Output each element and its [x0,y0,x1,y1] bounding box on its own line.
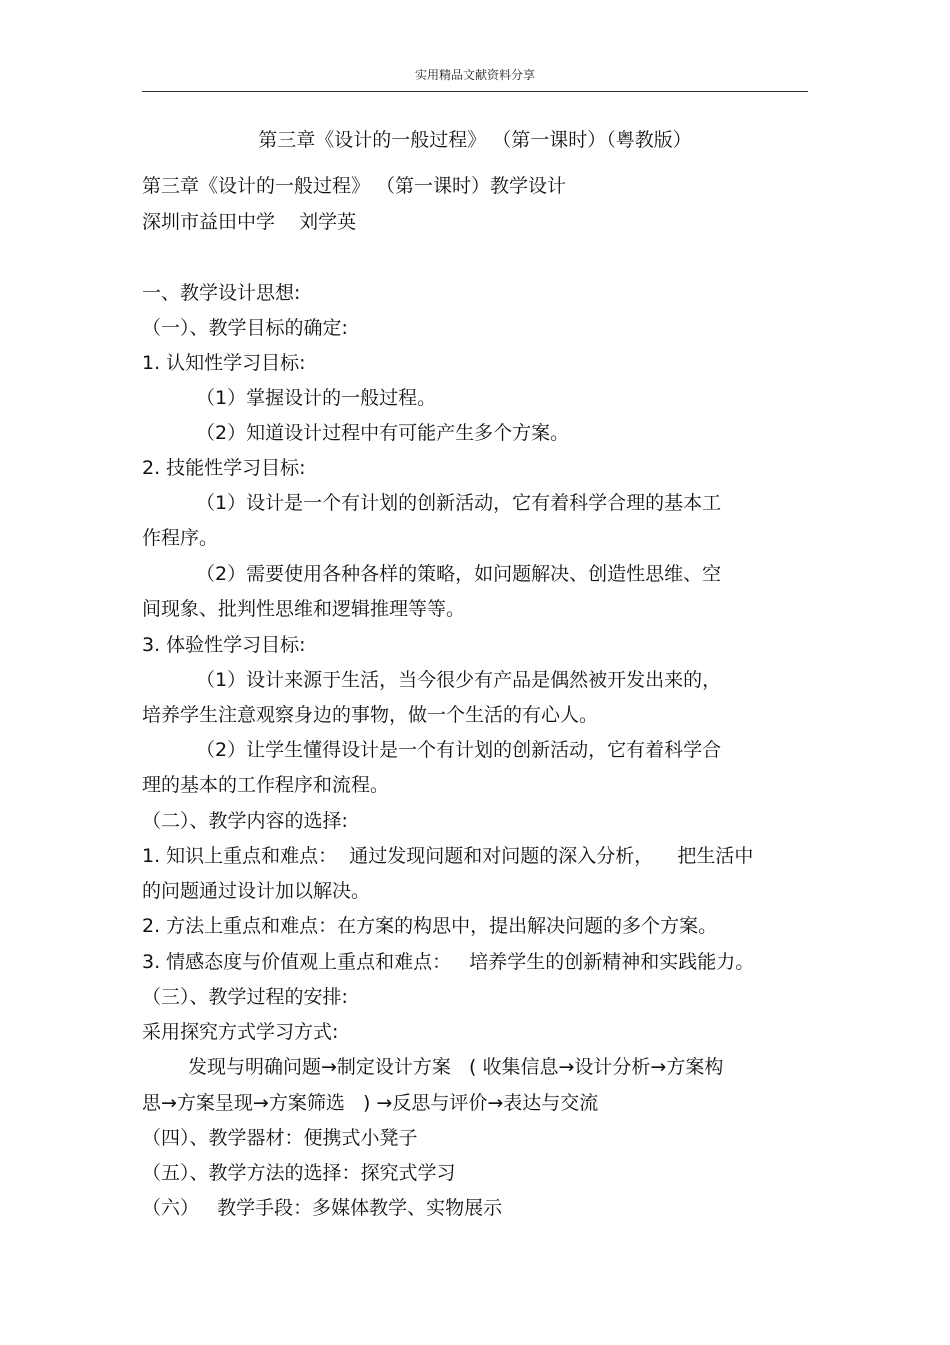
text-line: （1）掌握设计的一般过程。 [196,387,437,409]
section-heading: 一、教学设计思想: [142,282,301,304]
running-header: 实用精品文献资料分享 [414,68,535,82]
header-rule [142,91,808,92]
subsection-heading: （二）、教学内容的选择: [142,810,348,832]
text-line: 1. 知识上重点和难点： 通过发现问题和对问题的深入分析， 把生活中 [142,845,754,867]
subsection-heading: （四）、教学器材：便携式小凳子 [142,1127,418,1149]
text-line: 3. 体验性学习目标: [142,634,306,656]
text-line: 作程序。 [142,527,219,549]
text-line: （1）设计来源于生活，当今很少有产品是偶然被开发出来的， [196,669,722,691]
document-author: 深圳市益田中学 刘学英 [142,211,357,233]
text-line: 培养学生注意观察身边的事物，做一个生活的有心人。 [142,704,599,726]
text-line: 思→方案呈现→方案筛选 ) →反思与评价→表达与交流 [142,1092,599,1114]
text-line: 2. 技能性学习目标: [142,457,306,479]
text-line: 采用探究方式学习方式: [142,1021,339,1043]
text-line: （2）知道设计过程中有可能产生多个方案。 [196,422,570,444]
text-line: 发现与明确问题→制定设计方案 ( 收集信息→设计分析→方案构 [188,1056,724,1078]
subsection-heading: （六） 教学手段：多媒体教学、实物展示 [142,1197,503,1219]
text-line: 间现象、批判性思维和逻辑推理等等。 [142,598,466,620]
text-line: 3. 情感态度与价值观上重点和难点： 培养学生的创新精神和实践能力。 [142,951,755,973]
document-subtitle: 第三章《设计的一般过程》 （第一课时）教学设计 [142,175,567,197]
text-line: 理的基本的工作程序和流程。 [142,774,390,796]
text-line: 2. 方法上重点和难点：在方案的构思中，提出解决问题的多个方案。 [142,915,718,937]
text-line: 1. 认知性学习目标: [142,352,306,374]
text-line: （2）需要使用各种各样的策略，如问题解决、创造性思维、空 [196,563,722,585]
subsection-heading: （五）、教学方法的选择：探究式学习 [142,1162,456,1184]
text-line: （2）让学生懂得设计是一个有计划的创新活动，它有着科学合 [196,739,722,761]
text-line: 的问题通过设计加以解决。 [142,880,371,902]
subsection-heading: （一）、教学目标的确定: [142,317,348,339]
document-title: 第三章《设计的一般过程》 （第一课时）（粤教版） [258,129,692,151]
subsection-heading: （三）、教学过程的安排: [142,986,348,1008]
text-line: （1）设计是一个有计划的创新活动，它有着科学合理的基本工 [196,492,722,514]
